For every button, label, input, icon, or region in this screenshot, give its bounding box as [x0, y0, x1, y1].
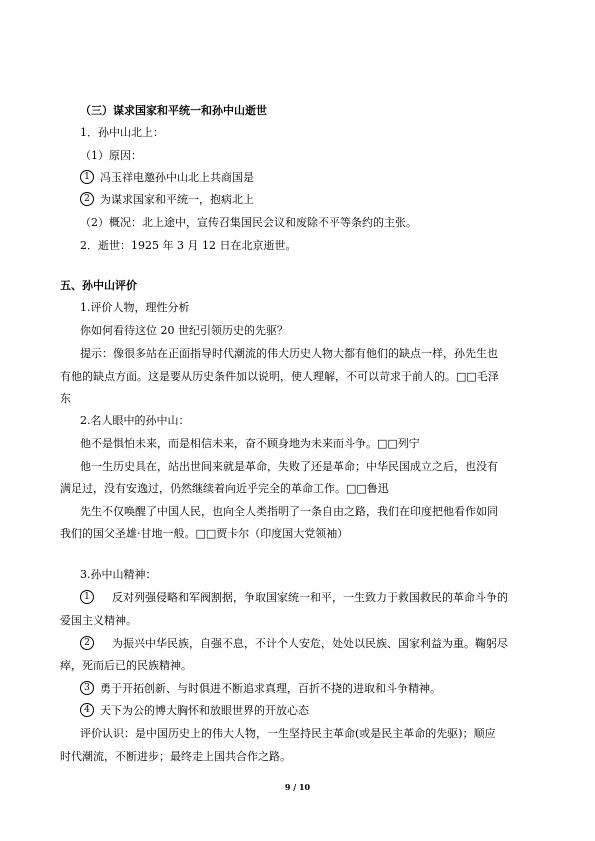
- list-item-continuation: 爱国主义精神。: [60, 614, 137, 627]
- sub-label: （1）原因：: [80, 149, 142, 162]
- list-item-text: 冯玉祥电邀孙中山北上共商国是: [100, 171, 254, 184]
- list-item-text: 勇于开拓创新、与时俱进不断追求真理，百折不挠的进取和斗争精神。: [100, 682, 441, 695]
- list-item-text: 为谋求国家和平统一，抱病北上: [100, 193, 254, 206]
- list-item: [80, 171, 254, 185]
- list-item: [80, 682, 441, 696]
- paragraph-line: 东: [60, 392, 71, 405]
- list-item: [80, 637, 508, 651]
- section-heading: 五、孙中山评价: [60, 279, 137, 292]
- page-number: 9 / 10: [284, 782, 311, 792]
- quote-line: 先生不仅唤醒了中国人民，也向全人类指明了一条自由之路，我们在印度把他看作如同: [80, 505, 498, 518]
- list-item: [80, 193, 254, 207]
- question: 你如何看待这位 20 世纪引领历史的先驱？: [80, 324, 288, 337]
- circled-number: 2: [80, 192, 94, 206]
- paragraph-line: 评价认识：是中国历史上的伟大人物，一生坚持民主革命(或是民主革命的先驱)；顺应: [80, 727, 496, 740]
- sub-heading: 2.名人眼中的孙中山：: [80, 414, 190, 427]
- section-heading: （三）谋求国家和平统一和孙中山逝世: [80, 104, 267, 117]
- paragraph-line: 提示：像很多站在正面指导时代潮流的伟大历史人物大都有他们的缺点一样，孙先生也: [80, 347, 498, 360]
- list-item-text: 反对列强侵略和军阀割据，争取国家统一和平，一生致力于救国救民的革命斗争的: [112, 591, 508, 604]
- quote-line: 满足过，没有安逸过，仍然继续着向近乎完全的革命工作。□□鲁迅: [60, 482, 389, 495]
- circled-number: 1: [80, 170, 94, 184]
- list-item: 2．逝世：1925 年 3 月 12 日在北京逝世。: [80, 239, 297, 252]
- circled-number: 4: [80, 703, 94, 717]
- list-item-text: 为振兴中华民族，自强不息，不计个人安危，处处以民族、国家利益为重。鞠躬尽: [112, 637, 508, 650]
- sub-heading: 3.孙中山精神：: [80, 568, 157, 581]
- list-item-continuation: 瘁，死而后已的民族精神。: [60, 659, 192, 672]
- paragraph-line: 时代潮流，不断进步；最终走上国共合作之路。: [60, 750, 291, 763]
- paragraph-line: 有他的缺点方面。这是要从历史条件加以说明，使人理解，不可以苛求于前人的。□□毛泽: [60, 370, 499, 383]
- sub-heading: 1.评价人物，理性分析: [80, 301, 190, 314]
- list-item: [80, 591, 508, 605]
- circled-number: 3: [80, 681, 94, 695]
- circled-number: 1: [80, 590, 94, 604]
- list-item: 1．孙中山北上：: [80, 126, 164, 139]
- quote-line: 他一生历史具在，站出世间来就是革命，失败了还是革命；中华民国成立之后，也没有: [80, 460, 498, 473]
- paragraph: （2）概况：北上途中，宣传召集国民会议和废除不平等条约的主张。: [80, 216, 417, 229]
- quote-line: 我们的国父圣雄·甘地一般。□□贾卡尔（印度国大党领袖）: [60, 527, 349, 540]
- circled-number: 2: [80, 636, 94, 650]
- list-item: [80, 704, 309, 718]
- quote: 他不是惧怕未来，而是相信未来，奋不顾身地为未来而斗争。□□列宁: [80, 437, 420, 450]
- list-item-text: 天下为公的博大胸怀和放眼世界的开放心态: [100, 704, 309, 717]
